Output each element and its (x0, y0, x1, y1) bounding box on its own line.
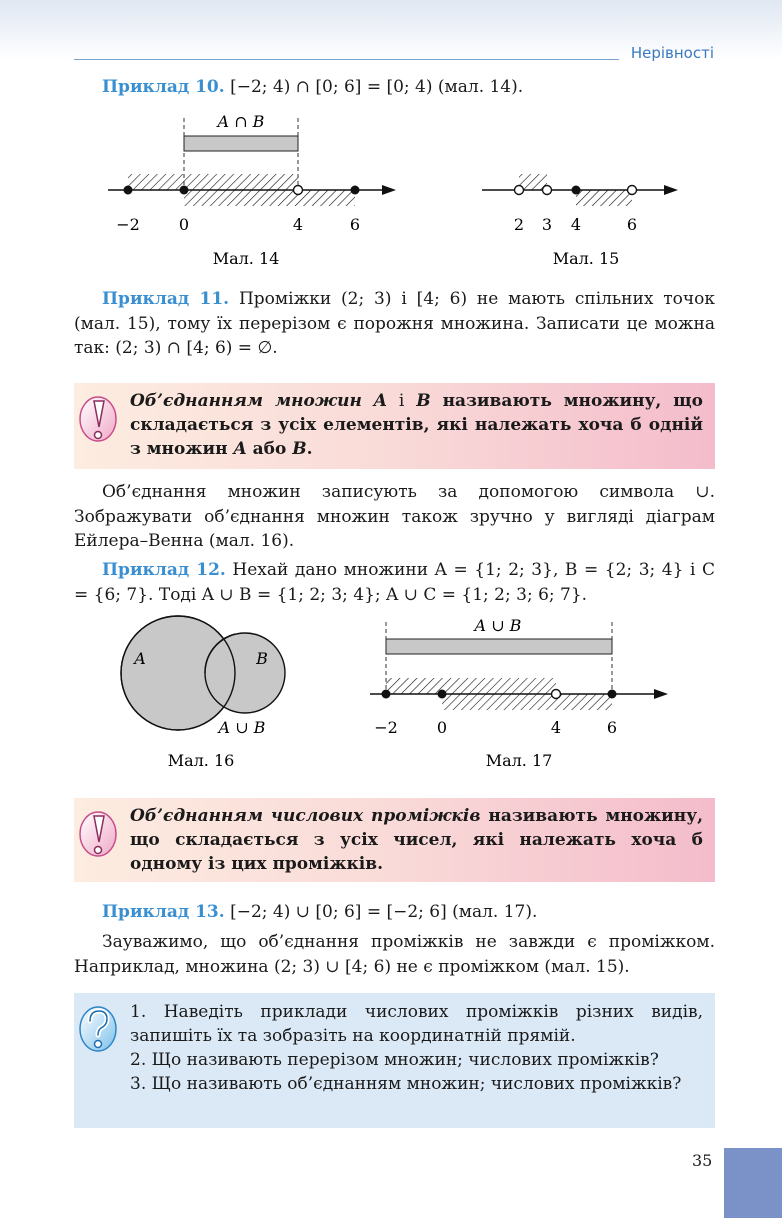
point-open (294, 186, 303, 195)
arrow-head (382, 185, 396, 195)
set-a: A (373, 391, 387, 411)
example-11-label: Приклад 11. (102, 289, 230, 309)
fig15-caption: Мал. 15 (552, 249, 620, 268)
set-a: A (233, 439, 247, 459)
page-corner-tab (724, 1148, 782, 1218)
intersection-bar (184, 136, 298, 151)
fig16-caption: Мал. 16 (167, 751, 235, 770)
set-b: B (416, 391, 431, 411)
figure-14 (100, 108, 410, 268)
point-open (515, 186, 524, 195)
conj-or: або (252, 439, 287, 459)
question-item: 2. Що називають перерізом множин; числових проміжків? (130, 1050, 659, 1070)
union-bar (386, 639, 612, 654)
tick-label: 4 (292, 215, 304, 234)
fig14-caption: Мал. 14 (212, 249, 280, 268)
period: . (306, 439, 313, 459)
question-item: 3. Що називають об’єднанням множин; числових проміжків? (130, 1074, 682, 1094)
paragraph-union-not-interval: Зауважимо, що об’єднання проміжків не завжди є проміжком. Наприклад, множина (2; 3) ∪ [4; 6) не є проміжком (мал. 15). (74, 932, 715, 977)
question-icon (76, 1001, 120, 1055)
point-filled (180, 186, 189, 195)
definition-2-text (130, 804, 703, 876)
point-open (628, 186, 637, 195)
example-11-text: Проміжки (2; 3) і [4; 6) не мають спільних точок (мал. 15), тому їх перерізом є порожня множина. Записати це можна так: (2; 3) ∩ [4; 6) = ∅. (74, 289, 716, 358)
example-12-label: Приклад 12. (102, 560, 226, 580)
page-number: 35 (692, 1151, 713, 1170)
label-b: B (256, 649, 268, 668)
point-open (543, 186, 552, 195)
definition-box-union-sets (74, 383, 715, 469)
tick-label: −2 (116, 215, 140, 234)
tick-label: 0 (178, 215, 190, 234)
header-rule (74, 59, 619, 60)
tick-label: 6 (349, 215, 361, 234)
definition-2-term: Об’єднанням числових проміжків (130, 806, 481, 826)
hatch-b (442, 694, 612, 710)
questions-box (74, 993, 715, 1128)
definition-1-rest: називають множину, що складається з усіх елементів, які належать хоча б одній з множин (130, 391, 704, 459)
hatch-a (386, 678, 556, 694)
definition-2-rest: називають множину, що складається з усіх чисел, які належать хоча б одному із цих проміжків. (130, 806, 704, 874)
tick-label: 0 (436, 718, 448, 737)
label-union: A ∪ B (218, 718, 266, 737)
arrow-head (654, 689, 668, 699)
figure-16-venn-diagram (110, 610, 300, 775)
fig14-set-label: A ∩ B (217, 112, 265, 131)
point-filled (438, 690, 447, 699)
point-filled (124, 186, 133, 195)
definition-1-text (130, 389, 703, 461)
tick-label: 3 (541, 215, 553, 234)
tick-label: 4 (550, 718, 562, 737)
hatch-a (128, 174, 298, 190)
example-10-text: [−2; 4) ∩ [0; 6] = [0; 4) (мал. 14). (230, 77, 524, 97)
section-title: Нерівності (630, 44, 714, 62)
example-12 (74, 558, 715, 607)
example-12-text: Нехай дано множини A = {1; 2; 3}, B = {2; 3; 4} і C = {6; 7}. Тоді A ∪ B = {1; 2; 3; 4}; A ∪ C = {1; 2; 3; 6; 7}. (74, 560, 716, 605)
figure-17 (360, 612, 680, 772)
point-filled (351, 186, 360, 195)
example-10-label: Приклад 10. (102, 77, 225, 97)
point-filled (608, 690, 617, 699)
fig17-caption: Мал. 17 (485, 751, 553, 770)
label-a: A (134, 649, 146, 668)
definition-box-union-intervals (74, 798, 715, 882)
paragraph-union-symbol: Об’єднання множин записують за допомогою символа ∪. Зображувати об’єднання множин також зручно у вигляді діаграм Ейлера–Венна (мал. 16). (74, 482, 715, 551)
tick-label: 2 (513, 215, 525, 234)
point-filled (382, 690, 391, 699)
question-item: 1. Наведіть приклади числових проміжків різних видів, запишіть їх та зобразіть на координатній прямій. (130, 1002, 703, 1046)
tick-label: −2 (374, 718, 398, 737)
point-filled (572, 186, 581, 195)
tick-label: 6 (626, 215, 638, 234)
exclamation-icon (76, 391, 120, 445)
exclamation-icon (76, 806, 120, 860)
definition-1-term: Об’єднанням множин (130, 391, 362, 411)
set-b: B (292, 439, 307, 459)
hatch-b (184, 190, 355, 206)
questions-list (130, 1000, 703, 1096)
arrow-head (664, 185, 678, 195)
fig17-set-label: A ∪ B (474, 616, 522, 635)
example-13-label: Приклад 13. (102, 902, 225, 922)
tick-label: 6 (606, 718, 618, 737)
example-13 (74, 900, 715, 925)
tick-label: 4 (570, 215, 582, 234)
point-open (552, 690, 561, 699)
example-11 (74, 287, 715, 361)
hatch-interval-2 (576, 190, 632, 206)
figure-15 (470, 160, 690, 270)
example-13-text: [−2; 4) ∪ [0; 6] = [−2; 6] (мал. 17). (230, 902, 538, 922)
conj-and: і (398, 391, 405, 411)
example-10 (74, 75, 715, 100)
